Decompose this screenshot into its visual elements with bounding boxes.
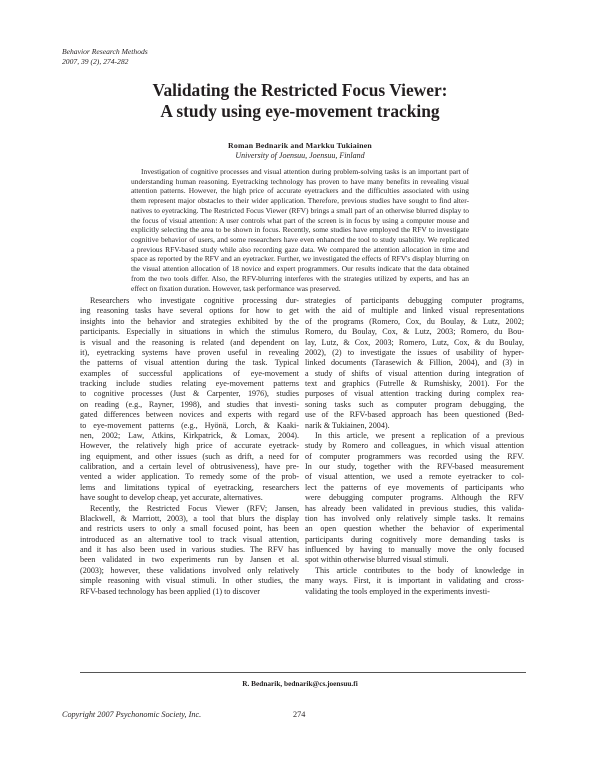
body-text-line: However, the relatively high price of accurate eyetrack-: [80, 441, 299, 451]
page-number: 274: [293, 710, 306, 719]
body-text-line: have sought to develop cheap, yet accurate, alternatives.: [80, 493, 263, 503]
body-text-line: tracking include studies relating eye-movement patterns: [80, 379, 299, 388]
body-text-line: has already been validated in previous studies, this valida-: [305, 503, 524, 513]
journal-name: Behavior Research Methods: [62, 47, 148, 56]
body-text-line: the patterns of visual attention during the task. Typical: [80, 358, 299, 368]
title-line-1: Validating the Restricted Focus Viewer:: [152, 80, 448, 100]
body-column-right: [305, 296, 524, 597]
body-text-line: simple reasoning with visual stimuli. In other studies, the: [80, 576, 299, 586]
body-text-line: (2003); however, these validations involved only relatively: [80, 565, 299, 575]
body-text-line: many ways. First, it is important in validating and cross-: [305, 576, 524, 586]
abstract-line: them represent major obstacles to their wider application. Therefore, previous studies have sought to find alter-: [131, 196, 469, 206]
body-text-line: spot within otherwise blurred visual stimuli.: [305, 555, 449, 565]
abstract-line: a previous RFV-based study while also recording gaze data. We compared the attention allocation in time and: [131, 244, 469, 254]
body-column-left: [80, 296, 299, 597]
body-text-line: it), eyetracking systems have proven useful in revealing: [80, 347, 299, 357]
body-text-line: is visual and the reasoning is related (and dependent on: [80, 337, 299, 347]
body-text-line: ing equipment, and other issues (such as drift, a need for: [80, 451, 299, 461]
corresponding-author: R. Bednarik, bednarik@cs.joensuu.fi: [242, 679, 358, 688]
body-text-line: tion has involved only relatively simple tasks. It remains: [305, 513, 524, 523]
abstract-line: effect on fixation duration. However, task performance was preserved.: [131, 283, 341, 293]
body-text-line: examples of successful applications of eye-movement: [80, 368, 299, 378]
authors: Roman Bednarik and Markku Tukiainen: [228, 141, 372, 150]
body-text-line: a study of shifts of visual attention during integration of: [305, 368, 524, 378]
abstract-line: attention patterns. However, the high price of accurate eyetrackers and the difficulties associated with using: [131, 186, 469, 196]
body-text-line: Recently, the Restricted Focus Viewer (RFV; Jansen,: [90, 503, 299, 513]
body-text-line: In our study, together with the RFV-based measurement: [305, 462, 524, 471]
body-text-line: gated differences between novices and experts with regard: [80, 410, 299, 420]
body-text-line: lay, Lutz, & Cox, 2003; Romero, Lutz, Cox, & du Boulay,: [305, 337, 524, 347]
body-text-line: vented a wider application. To remedy some of the prob-: [80, 472, 299, 482]
body-text-line: to eye-movement patterns (e.g., Hyönä, Lorch, & Kaaki-: [80, 420, 299, 430]
body-text-line: Blackwell, & Marriott, 2003), a tool that blurs the display: [80, 513, 299, 523]
body-text-line: In this article, we present a replication of a previous: [315, 430, 524, 440]
body-text-line: RFV-based technology has been applied (1) to discover: [80, 586, 260, 596]
body-text-line: been validated in two experiments run by Jansen et al.: [80, 555, 299, 565]
footnote-rule: [80, 672, 526, 673]
affiliation: University of Joensuu, Joensuu, Finland: [235, 151, 365, 160]
body-text-line: of visual attention, we used a remote eyetracker to col-: [305, 472, 524, 482]
abstract-line: natives to eyetracking. The Restricted Focus Viewer (RFV) brings a small part of an otherwise blurred display to: [131, 205, 469, 215]
body-text-line: lect the patterns of eye movements of participants who: [305, 482, 524, 492]
body-text-line: soning tasks such as computer program debugging, the: [305, 399, 524, 409]
abstract-line: the visual attention allocation of 18 novice and expert programmers. Our results indicate that the data obtained: [131, 264, 469, 274]
body-text-line: Romero, du Boulay, Cox, & Lutz, 2003; Romero, du Bou-: [305, 327, 524, 337]
body-text-line: Researchers who investigate cognitive processing dur-: [90, 296, 299, 305]
body-text-line: nen, 2002; Law, Atkins, Kirkpatrick, & Lomax, 2004).: [80, 430, 299, 440]
body-text-line: of computer programmers was recorded using the RFV.: [305, 451, 524, 461]
abstract-line: explicitly selecting the area to be shown in focus. Recently, some studies have employed the RFV to investigate: [131, 225, 469, 235]
body-text-line: introduced as an alternative tool to track visual attention,: [80, 534, 299, 544]
body-text-line: 2002), (2) to investigate the issues of usability of hyper-: [305, 347, 524, 357]
body-text-line: an open question whether the behavior of experimental: [305, 524, 524, 534]
journal-citation: 2007, 39 (2), 274-282: [62, 56, 129, 66]
copyright-notice: Copyright 2007 Psychonomic Society, Inc.: [62, 710, 202, 719]
body-text-line: were debugging computer programs. Although the RFV: [305, 493, 524, 503]
paper-title: [0, 80, 600, 122]
body-text-line: study by Romero and colleagues, in which visual attention: [305, 441, 524, 451]
body-text-line: validating the tools employed in the experiments investi-: [305, 586, 490, 596]
body-text-line: narik & Tukiainen, 2004).: [305, 420, 390, 430]
body-text-line: ing reasoning tasks have several options for how to get: [80, 306, 299, 316]
body-text-line: participants during cognitively more demanding tasks is: [305, 534, 524, 544]
abstract: [131, 167, 469, 293]
body-text-line: strategies of participants debugging computer programs,: [305, 296, 524, 305]
abstract-line: from the two tools differ. Also, the RFV-blurring interferes with the strategies utilized by experts, and has an: [131, 273, 469, 283]
abstract-line: cognitive behavior of users, and some researchers have even enhanced the tool to study usability. We replicated: [131, 235, 469, 245]
body-text-line: linked documents (Tarasewich & Fillion, 2004), and (3) in: [305, 358, 524, 368]
body-text-line: to cognitive processes (Just & Carpenter, 1976), studies: [80, 389, 299, 399]
body-text-line: and it has also been used in various studies. The RFV has: [80, 545, 299, 554]
body-text-line: This article contributes to the body of knowledge in: [315, 565, 524, 575]
body-text-line: use of the RFV-based approach has been questioned (Bed-: [305, 410, 524, 420]
body-text-line: participants. Especially in situations in which the stimulus: [80, 327, 299, 337]
body-text-line: with the aid of multiple and linked visual representations: [305, 306, 524, 316]
body-text-line: calibration, and a certain level of obtrusiveness), have pre-: [80, 462, 299, 471]
body-text-line: lems and limitations typical of eyetracking, researchers: [80, 482, 299, 492]
abstract-line: space as reported by the RFV and an eyetracker. Further, we investigated the effects of RFV's display blurring on: [131, 254, 469, 264]
abstract-line: understanding human reasoning. Eyetracking technology has proven to have many benefits in revealing visual: [131, 176, 469, 186]
body-text-line: on reading (e.g., Rayner, 1998), and studies that investi-: [80, 399, 299, 409]
body-text-line: insights into the behavior and strategies exhibited by the: [80, 316, 299, 326]
body-text-line: influenced by having to manually move the only focused: [305, 545, 524, 554]
body-text-line: of the programs (Romero, Cox, du Boulay, & Lutz, 2002;: [305, 316, 524, 326]
title-line-2: A study using eye-movement tracking: [160, 101, 440, 121]
body-text-line: text and graphics (Futrelle & Rumshisky, 2001). For the: [305, 379, 524, 388]
abstract-line: the focus of visual attention: A user controls what part of the screen is in focus by using a computer mouse and: [131, 215, 469, 225]
abstract-line: Investigation of cognitive processes and visual attention during problem-solving tasks is an important part of: [141, 167, 469, 176]
body-text-line: and restricts users to only a small focused point, has been: [80, 524, 299, 534]
body-text-line: purposes of visual attention tracking during complex rea-: [305, 389, 524, 399]
journal-header: [62, 47, 148, 66]
